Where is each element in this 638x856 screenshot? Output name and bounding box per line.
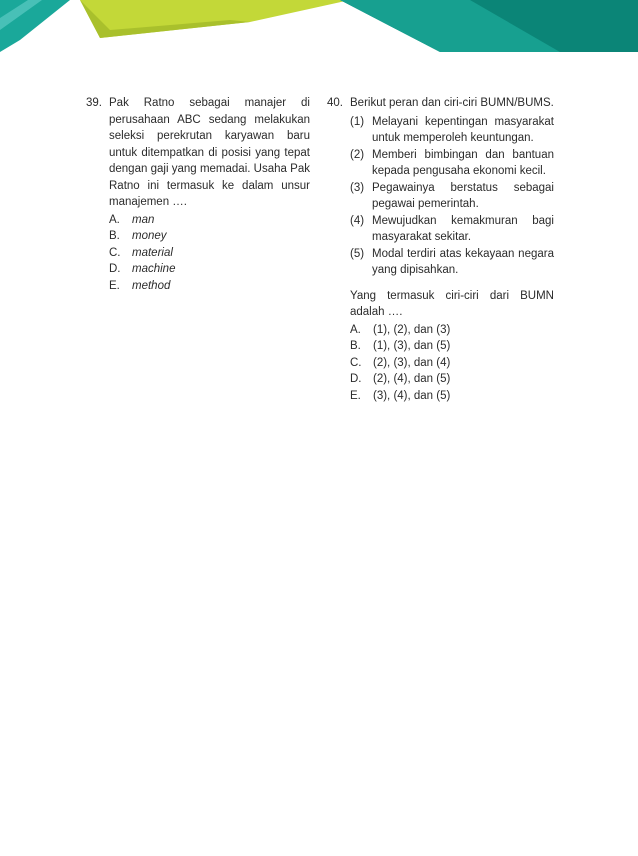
statement-item <box>350 213 554 246</box>
option-e <box>350 388 554 405</box>
statement-number: (5) <box>350 247 365 260</box>
answer-options <box>109 212 310 295</box>
option-label: D. <box>350 373 362 385</box>
option-a <box>109 212 310 229</box>
statement-text: Mewujudkan kemakmuran bagi masyarakat sekitar. <box>372 214 554 243</box>
statement-item <box>350 114 554 147</box>
option-text: (1), (2), dan (3) <box>373 323 451 336</box>
question-prompt: Yang termasuk ciri-ciri dari BUMN adalah …. <box>350 289 554 318</box>
statement-list <box>350 114 554 279</box>
option-text: (1), (3), dan (5) <box>373 340 451 352</box>
option-label: C. <box>109 246 121 259</box>
option-text: (2), (4), dan (5) <box>373 373 451 385</box>
statement-text: Melayani kepentingan masyarakat untuk memperoleh keuntungan. <box>372 115 554 144</box>
statement-text: Memberi bimbingan dan bantuan kepada pengusaha ekonomi kecil. <box>372 148 554 177</box>
option-d <box>109 261 310 278</box>
question-stem: Berikut peran dan ciri-ciri BUMN/BUMS. <box>350 97 554 109</box>
option-text: machine <box>132 263 176 275</box>
statement-number: (3) <box>350 181 365 194</box>
statement-item <box>350 246 554 279</box>
option-c <box>350 355 554 372</box>
option-label: E. <box>350 389 361 402</box>
option-label: E. <box>109 279 120 292</box>
option-text: money <box>132 230 167 242</box>
statement-text: Pegawainya berstatus sebagai pegawai pemerintah. <box>372 181 554 210</box>
option-text: material <box>132 246 173 259</box>
option-text: method <box>132 279 171 292</box>
question-number: 39. <box>86 97 102 109</box>
question-number: 40. <box>327 97 343 109</box>
answer-options <box>350 322 554 405</box>
option-label: D. <box>109 263 121 275</box>
banner-teal-left <box>0 0 70 52</box>
header-banner <box>0 0 638 60</box>
option-d <box>350 371 554 388</box>
option-b <box>350 338 554 355</box>
option-c <box>109 245 310 262</box>
option-label: B. <box>109 230 120 242</box>
statement-number: (4) <box>350 214 365 227</box>
option-label: B. <box>350 340 361 352</box>
statement-number: (1) <box>350 115 365 128</box>
question-40 <box>327 95 554 404</box>
statement-text: Modal terdiri atas kekayaan negara yang dipisahkan. <box>372 247 554 276</box>
option-label: C. <box>350 356 362 369</box>
option-label: A. <box>109 213 120 226</box>
question-39 <box>86 95 310 294</box>
question-stem: Pak Ratno sebagai manajer di perusahaan ABC sedang melakukan seleksi perekrutan karyawan baru untuk ditempatkan di posisi yang tepat dengan gaji yang memadai. Usaha Pak Ratno ini termasuk ke dalam unsur manajemen …. <box>109 97 310 208</box>
statement-item <box>350 147 554 180</box>
option-e <box>109 278 310 295</box>
option-label: A. <box>350 323 361 336</box>
option-text: (2), (3), dan (4) <box>373 356 451 369</box>
statement-number: (2) <box>350 148 365 161</box>
option-b <box>109 228 310 245</box>
option-text: (3), (4), dan (5) <box>373 389 451 402</box>
statement-item <box>350 180 554 213</box>
option-a <box>350 322 554 339</box>
option-text: man <box>132 213 155 226</box>
